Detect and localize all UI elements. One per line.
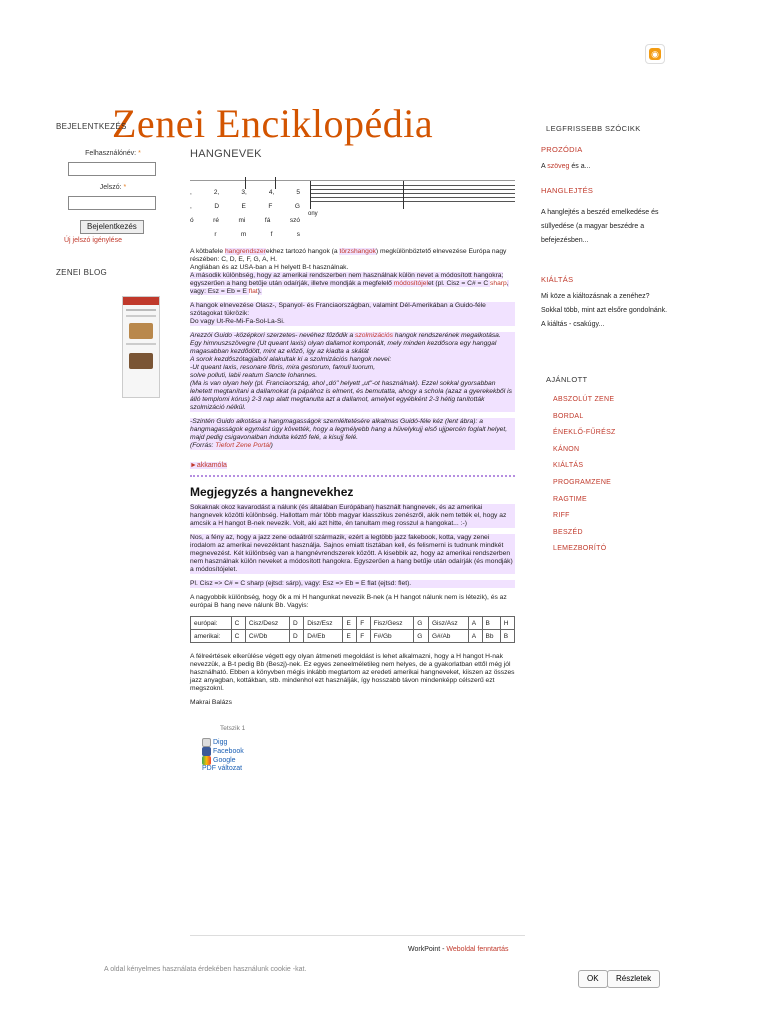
digg-icon — [202, 738, 211, 747]
pdf-link[interactable]: PDF változat — [202, 765, 243, 772]
paragraph-guido-hand: -Szintén Guido alkotása a hangmagasságok szemléltetésére alkalmas Guidó-féle kéz (lent ábra): a hangmagasságok egymást úgy követték, hogy a legmélyebb hang a hüvelykujj első ujjpercén foglalt helyet, majd pedig csigavonalban indulta kéztő felé, a kisujj felé. (Forrás: Tiefort Zene Portál) — [190, 418, 515, 450]
recommended-item[interactable]: RIFF — [553, 512, 570, 520]
blog-heading: ZENEI BLOG — [56, 268, 108, 277]
recommended-item[interactable]: RAGTIME — [553, 495, 587, 503]
recommended-item[interactable]: LEMEZBORÍTÓ — [553, 545, 607, 553]
link-torzshangok[interactable]: törzshangok — [339, 248, 376, 255]
note-title: Megjegyzés a hangnevekhez — [190, 485, 354, 499]
notes-table — [190, 616, 515, 643]
paragraph-hangnevek-2: A hangok elnevezése Olasz-, Spanyol- és Franciaországban, valamint Dél-Amerikában a Guido-féle szótagokat tükrözik: Do vagy Ut-Re-Mi-Fa-Sol-La-Si. — [190, 302, 515, 326]
google-icon — [202, 756, 211, 765]
separator — [190, 475, 515, 477]
recommended-item[interactable]: KIÁLTÁS — [553, 462, 584, 470]
paragraph-hangnevek-1: A kötbafele hangrendszerekhez tartozó hangok (a törzshangok) megkülönböztető elnevezése Európa nagy részében: C, D, E, F, G, A, H. Angliában és az USA-ban a H helyett B-t használnak. A második különbség, hogy az amerikai rendszerben nem használnak külön nevet a módosított hangokra; egyszerűen a hang betűje után odaírják, illetve mondják a megfelelő módosítójelet (pl. Cisz = C# = C sharp, vagy: Esz = Eb = E flat). — [190, 248, 509, 295]
article-title: HANGNEVEK — [190, 148, 262, 160]
link-flat[interactable]: flat — [248, 288, 258, 295]
footer-credit: WorkPoint - Weboldal fenntartás — [408, 946, 509, 953]
note-paragraph-4: A nagyobbik különbség, hogy ők a mi H hangunkat nevezik B-nek (a H hangot nálunk nem is létezik), és az európai B hang neve nálunk Bb. Vagyis: — [190, 594, 507, 609]
paragraph-guido: Arezzói Guido -középkori szerzetes- nevéhez fűződik a szolmizációs hangok rendszerének megalkotása. Egy himnuszszövegre (Ut queant laxis) olyan dallamot komponált, mely minden kezdősora egy hanggal magasabban kezdődött, mint az előző, így az kiadta a skálát A sorok kezdőszótagjaiból alakultak ki a szolmizációs hangok nevei: -Ut queant laxis, resonare fibris, mira gestorum, famuli tuorum, solve polluti, labii reatum Sancte Iohannes. (Ma is van olyan hely (pl. Franciaország, ahol „dó" helyett „ut"-ot használnak). Ezzel sokkal gyorsabban lehetett megtanítani a dallamokat (a pápához is elment, és bemutatta, ahogy a schola (azaz a gyerekekből is álló templomi kórus) 2-3 nap alatt megtanulta azt a dallamot, amelyet egyébként 2-3 hétig tanították szolmizáció nélkül. — [190, 332, 515, 412]
blog-thumbnail[interactable] — [122, 296, 160, 398]
site-title[interactable]: Zenei Enciklopédia — [112, 101, 434, 146]
author: Makrai Balázs — [190, 699, 232, 706]
recommended-heading: AJÁNLOTT — [546, 375, 588, 384]
latest-text-3: Mi köze a kiáltozásnak a zenéhez? Sokkal több, mint azt elsőre gondolnánk. A kiáltás - csakúgy... — [541, 293, 668, 328]
share-google[interactable]: Google — [202, 756, 515, 765]
password-label: Jelszó: * — [99, 184, 127, 191]
recommended-item[interactable]: BORDAL — [553, 412, 584, 420]
more-link[interactable]: ►akkamóla — [190, 462, 227, 469]
recommended-item[interactable]: PROGRAMZENE — [553, 478, 612, 486]
password-input[interactable] — [68, 196, 156, 210]
latest-heading: LEGFRISSEBB SZÓCIKK — [546, 124, 641, 133]
article — [190, 148, 515, 772]
latest-title-2[interactable]: HANGLEJTÉS — [541, 186, 594, 195]
username-label: Felhasználónév: * — [85, 150, 141, 157]
note-paragraph-2: Nos, a fény az, hogy a jazz zene odaátról származik, ezért a legtöbb jazz fakebook, kotta, vagy zenei irodalom az amerikai nevezéktant használja. Sajnos emiatt tisztában kell, és felismerni is tudnunk mindkét megnevezést. Két különbség van a hangnévrendszerek között. A kisebbik az, hogy az amerikai rendszerben nem használnak külön neveket a módosított hangokra. Egyszerűen a hang betűje után odaírják (és mondják) a módosítójelet. — [190, 534, 515, 574]
link-source[interactable]: Tiefort Zene Portál — [215, 442, 271, 449]
login-heading: BEJELENTKEZÉS — [56, 122, 127, 131]
share-digg[interactable]: Digg — [202, 738, 515, 747]
facebook-icon — [202, 747, 211, 756]
share-facebook[interactable]: Facebook — [202, 747, 515, 756]
note-paragraph-3: Pl. Cisz => C# = C sharp (ejtsd: sárp), vagy: Esz => Eb = E flat (ejtsd: flet). — [190, 580, 515, 588]
footer-link[interactable]: Weboldal fenntartás — [446, 946, 509, 953]
recommended-item[interactable]: BESZÉD — [553, 528, 583, 536]
note-paragraph-1: Sokaknak okoz kavarodást a nálunk (és általában Európában) használt hangnevek, és az amerikai hangnevek közötti különbség. Hallottam már több magyar klasszikus zenészről, akik nem tették el, hogy az amcsik a H hangot B-nek nevezik. Volt, aki azt hitte, én tanultam meg rosszul a hangokat... :-) — [190, 504, 515, 528]
latest-text-1: A szöveg és a... — [541, 163, 591, 170]
login-button[interactable]: Bejelentkezés — [80, 220, 144, 234]
blog-photo-1 — [129, 323, 153, 339]
link-sharp[interactable]: sharp — [490, 280, 507, 287]
cookie-details-button[interactable]: Részletek — [607, 970, 660, 988]
recommended-list — [553, 392, 616, 558]
username-input[interactable] — [68, 162, 156, 176]
link-hangrendszer[interactable]: hangrendszer — [224, 248, 266, 255]
latest-title-1[interactable]: PROZÓDIA — [541, 145, 583, 154]
table-row: amerikai: C C#/Db D D#/Eb E F F#/Gb G G#/Ab A Bb B — [191, 630, 515, 643]
link-szolmizacio[interactable]: szolmizációs — [355, 332, 393, 339]
rss-icon[interactable]: ◉ — [645, 44, 665, 64]
blog-photo-2 — [129, 353, 153, 369]
recommended-item[interactable]: ABSZOLÚT ZENE — [553, 396, 615, 403]
cookie-ok-button[interactable]: OK — [578, 970, 608, 988]
footer-divider — [190, 935, 525, 936]
new-password-link[interactable]: Új jelszó igénylése — [64, 237, 122, 244]
table-row: európai: C Cisz/Desz D Disz/Esz E F Fisz/Gesz G Gisz/Asz A B H — [191, 617, 515, 630]
cookie-notice: A oldal kényelmes használata érdekében használunk cookie -kat. — [104, 966, 307, 973]
link-szoveg[interactable]: szöveg — [547, 163, 570, 170]
recommended-item[interactable]: KÁNON — [553, 445, 580, 453]
link-modositojel[interactable]: módosítójel — [393, 280, 428, 287]
note-staff-figure: , 2, 3, 4, 5 , D E F G ó ré mi fá szó r m f s ony — [190, 180, 515, 248]
like-count[interactable]: Tetszik 1 — [220, 725, 246, 732]
note-paragraph-5: A félreértések elkerülése végett egy olyan átmeneti megoldást is lehet alkalmazni, hogy a H hangot H-nak nevezzük, a B-t pedig Bb (Beszj)-nek. Ez egyes zeneelméletileg nem helyes, de a gyakorlatban ettől még jól használható. Ebben a könyvben mégis inkább megtartom az eredeti amerikai hangneveket, kiiszen az összes jazz anyagban, kottákban, stb. mindenhol ezt használják, így hosszabb távon mindenképp célszerű ezt megszoknl. — [190, 653, 515, 692]
latest-title-3[interactable]: KIÁLTÁS — [541, 275, 574, 284]
recommended-item[interactable]: ÉNEKLŐ-FŰRÉSZ — [553, 429, 616, 437]
latest-text-2: A hanglejtés a beszéd emelkedése és süllyedése (a magyar beszédre a befejezésben... — [541, 209, 659, 244]
